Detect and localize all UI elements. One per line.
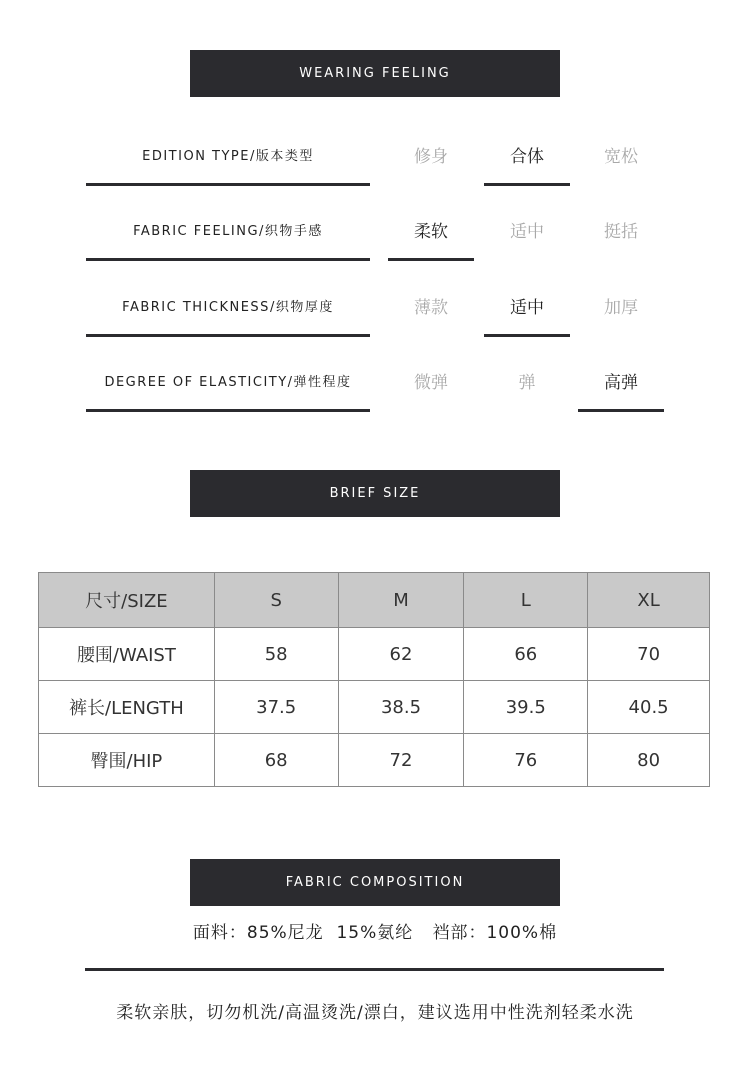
table-cell: 40.5: [588, 681, 710, 734]
feeling-label: FABRIC FEELING/织物手感: [133, 223, 323, 239]
feeling-option: 薄款: [414, 297, 448, 318]
fabric-composition-banner: [190, 859, 560, 906]
feeling-row-elasticity: [0, 360, 750, 420]
fabric-composition-title: FABRIC COMPOSITION: [285, 875, 465, 890]
feeling-option: 微弹: [414, 372, 448, 393]
table-cell: 38.5: [338, 681, 464, 734]
feeling-option: 挺括: [604, 221, 638, 242]
table-cell: 66: [464, 628, 588, 681]
selected-option-underline: [484, 183, 570, 186]
wearing-feeling-banner: [190, 50, 560, 97]
composition-divider: [85, 968, 664, 971]
table-header-row: [39, 573, 710, 628]
feeling-option: 适中: [510, 221, 544, 242]
feeling-label: EDITION TYPE/版本类型: [142, 148, 314, 164]
feeling-label: DEGREE OF ELASTICITY/弹性程度: [104, 374, 352, 390]
feeling-option-selected: 适中: [510, 297, 544, 318]
feeling-row-edition-type: [0, 134, 750, 194]
feeling-option-selected: 柔软: [414, 221, 448, 242]
table-cell: 72: [338, 734, 464, 787]
feeling-underline: [86, 258, 370, 261]
table-cell: 76: [464, 734, 588, 787]
table-row: [39, 628, 710, 681]
table-cell: 80: [588, 734, 710, 787]
feeling-option-selected: 高弹: [604, 372, 638, 393]
table-cell: 70: [588, 628, 710, 681]
selected-option-underline: [578, 409, 664, 412]
table-header-cell: L: [464, 573, 588, 628]
feeling-underline: [86, 334, 370, 337]
table-header-cell: 尺寸/SIZE: [39, 573, 215, 628]
care-instructions: 柔软亲肤，切勿机洗/高温烫洗/漂白，建议选用中性洗剂轻柔水洗: [116, 1003, 634, 1023]
composition-text: 面料：85%尼龙 15%氨纶 裆部：100%棉: [192, 923, 558, 943]
table-row: [39, 734, 710, 787]
table-cell: 39.5: [464, 681, 588, 734]
feeling-row-fabric-thickness: [0, 285, 750, 345]
feeling-option: 宽松: [604, 146, 638, 167]
brief-size-title: BRIEF SIZE: [329, 486, 421, 501]
table-header-cell: M: [338, 573, 464, 628]
feeling-underline: [86, 183, 370, 186]
table-cell: 裤长/LENGTH: [39, 681, 215, 734]
selected-option-underline: [388, 258, 474, 261]
table-cell: 62: [338, 628, 464, 681]
wearing-feeling-title: WEARING FEELING: [299, 66, 451, 81]
feeling-option-selected: 合体: [510, 146, 544, 167]
selected-option-underline: [484, 334, 570, 337]
table-row: [39, 681, 710, 734]
table-header-cell: XL: [588, 573, 710, 628]
feeling-underline: [86, 409, 370, 412]
size-table: [38, 572, 710, 787]
table-cell: 68: [214, 734, 338, 787]
feeling-label: FABRIC THICKNESS/织物厚度: [122, 299, 334, 315]
brief-size-banner: [190, 470, 560, 517]
feeling-option: 修身: [414, 146, 448, 167]
table-cell: 腰围/WAIST: [39, 628, 215, 681]
table-cell: 臀围/HIP: [39, 734, 215, 787]
table-header-cell: S: [214, 573, 338, 628]
table-cell: 58: [214, 628, 338, 681]
feeling-row-fabric-feeling: [0, 209, 750, 269]
feeling-option: 弹: [518, 372, 536, 393]
table-cell: 37.5: [214, 681, 338, 734]
feeling-option: 加厚: [604, 297, 638, 318]
